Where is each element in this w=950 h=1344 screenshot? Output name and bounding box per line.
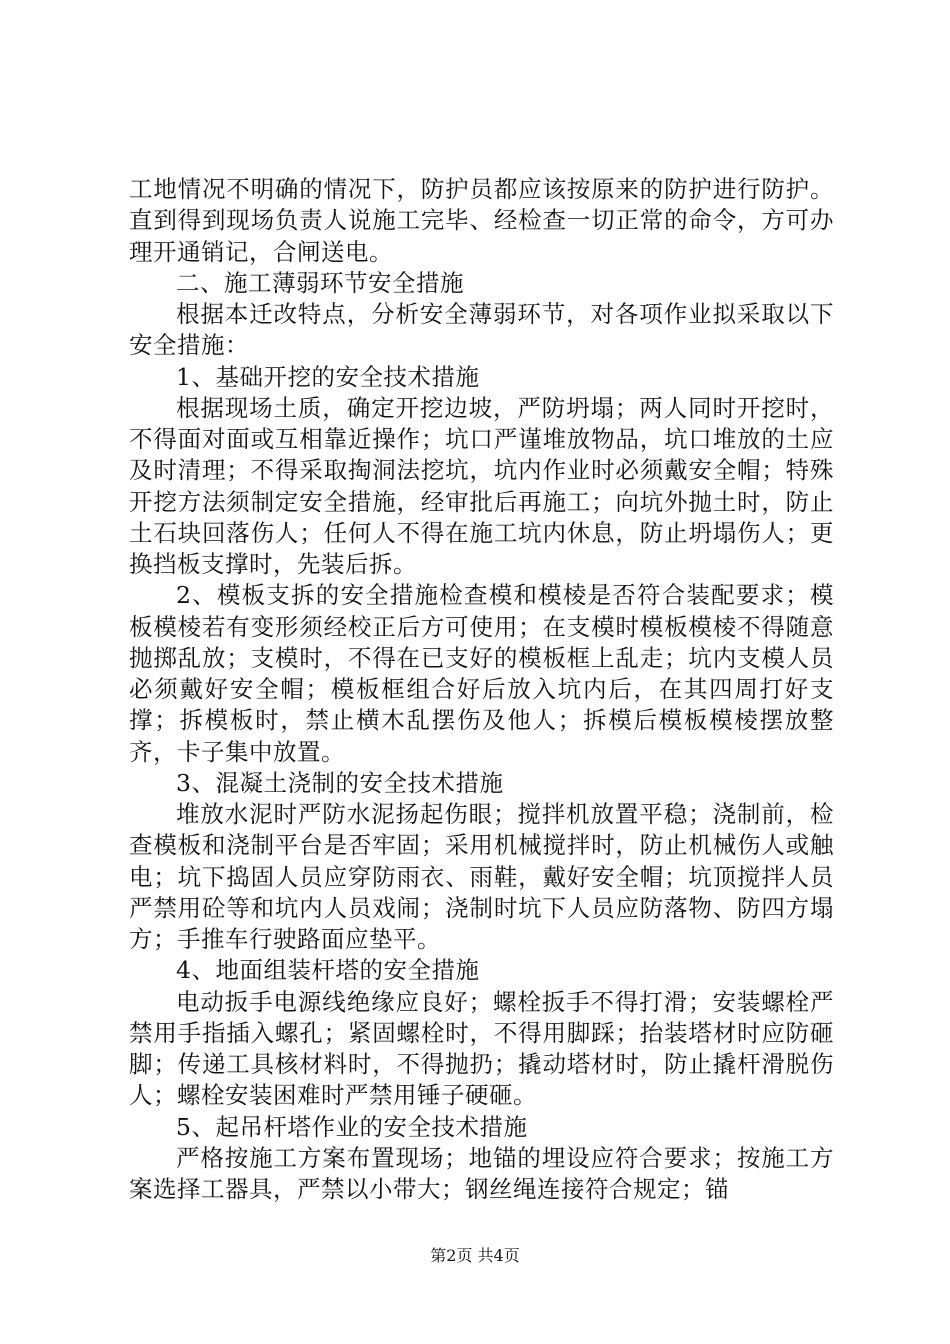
- paragraph: 根据本迁改特点，分析安全薄弱环节，对各项作业拟采取以下安全措施：: [129, 300, 834, 360]
- paragraph: 严格按施工方案布置现场；地锚的埋设应符合要求；按施工方案选择工器具，严禁以小带大；钢丝绳连接符合规定；锚: [129, 1143, 834, 1203]
- paragraph: 堆放水泥时严防水泥扬起伤眼；搅拌机放置平稳；浇制前，检查模板和浇制平台是否牢固；采用机械搅拌时，防止机械伤人或触电；坑下捣固人员应穿防雨衣、雨鞋，戴好安全帽；坑顶搅拌人员严禁用砼等和坑内人员戏闹；浇制时坑下人员应防落物、防四方塌方；手推车行驶路面应垫平。: [129, 800, 834, 953]
- section-heading: 二、施工薄弱环节安全措施: [176, 268, 464, 297]
- subsection-heading: 1、基础开挖的安全技术措施: [176, 362, 480, 391]
- subsection-heading: 5、起吊杆塔作业的安全技术措施: [176, 1112, 528, 1141]
- subsection-heading: 4、地面组装杆塔的安全措施: [176, 956, 480, 985]
- document-body: [129, 174, 834, 1205]
- page-footer: [0, 1245, 950, 1267]
- subsection-heading: 3、混凝土浇制的安全技术措施: [176, 768, 504, 797]
- paragraph: 2、模板支拆的安全措施检查模和模棱是否符合装配要求；模板模棱若有变形须经校正后方可使用；在支模时模板模棱不得随意抛掷乱放；支模时，不得在已支好的模板框上乱走；坑内支模人员必须戴好安全帽；模板框组合好后放入坑内后，在其四周打好支撑；拆模板时，禁止横木乱摆伤及他人；拆模后模板模棱摆放整齐，卡子集中放置。: [129, 581, 834, 766]
- paragraph: 电动扳手电源线绝缘应良好；螺栓扳手不得打滑；安装螺栓严禁用手指插入螺孔；紧固螺栓时，不得用脚踩；抬装塔材时应防砸脚；传递工具核材料时，不得抛扔；撬动塔材时，防止撬杆滑脱伤人；螺栓安装困难时严禁用锤子硬砸。: [129, 987, 834, 1110]
- page-number-label: 第2页 共4页: [430, 1246, 520, 1265]
- paragraph: 根据现场土质，确定开挖边坡，严防坍塌；两人同时开挖时，不得面对面或互相靠近操作；坑口严谨堆放物品，坑口堆放的土应及时清理；不得采取掏洞法挖坑，坑内作业时必须戴安全帽；特殊开挖方法须制定安全措施，经审批后再施工；向坑外抛土时，防止土石块回落伤人；任何人不得在施工坑内休息，防止坍塌伤人；更换挡板支撑时，先装后拆。: [129, 393, 834, 578]
- paragraph-continuation: 工地情况不明确的情况下，防护员都应该按原来的防护进行防护。直到得到现场负责人说施工完毕、经检查一切正常的命令，方可办理开通销记，合闸送电。: [129, 175, 834, 266]
